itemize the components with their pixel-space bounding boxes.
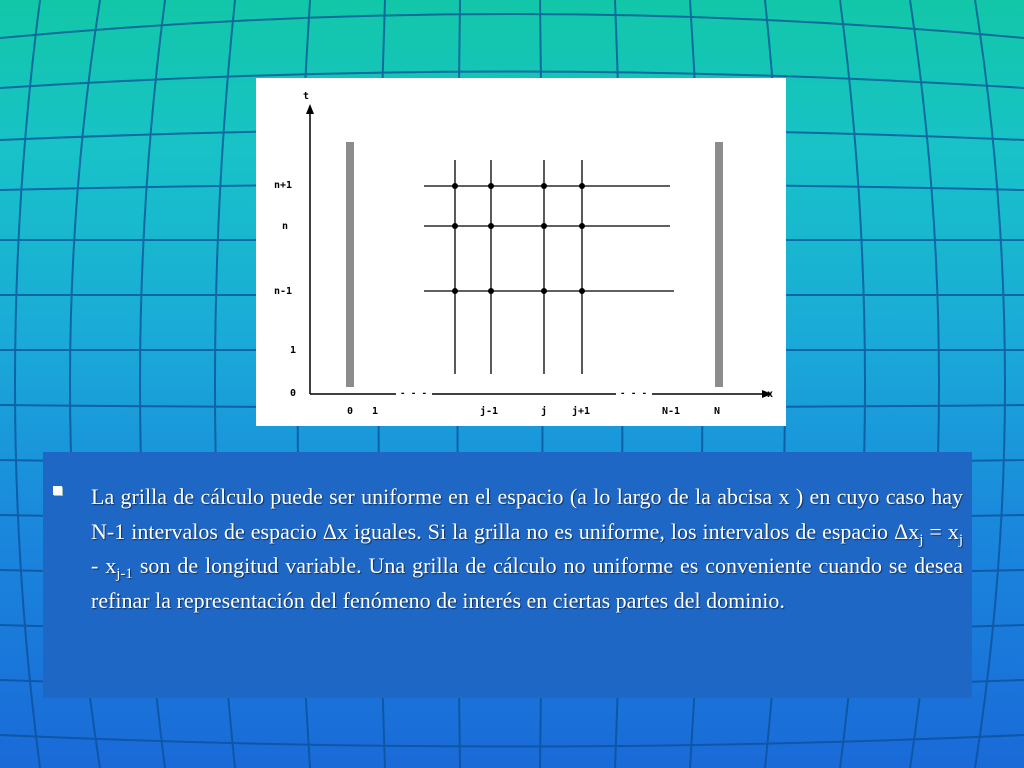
time-label-n+1: n+1 (274, 180, 293, 191)
time-label-0: 0 (290, 388, 297, 399)
grid-node (541, 223, 547, 229)
grid-node (541, 183, 547, 189)
grid-node (488, 183, 494, 189)
grid-node (541, 288, 547, 294)
grid-nodes (452, 183, 585, 294)
axis-ellipsis-right: - - - (620, 389, 648, 399)
space-label-N-1: N-1 (662, 406, 681, 417)
subscript-j: j (919, 531, 924, 548)
right-boundary-bar (715, 142, 723, 387)
paragraph-text: La grilla de cálculo puede ser uniforme en el espacio (a lo largo de la abcisa x ) en cuyo caso hay N-1 intervalos de espacio Δx iguales. Si la grilla no es uniforme, los intervalos de espacio Δx (91, 484, 963, 544)
paragraph-text: = x (923, 518, 959, 544)
space-label-j-1: j-1 (480, 406, 499, 417)
space-label-N: N (714, 406, 721, 417)
axis-ellipsis-left: - - - (400, 389, 428, 399)
subscript-j: j (958, 531, 963, 548)
time-label-n: n (282, 221, 289, 232)
paragraph-text: - x (91, 553, 117, 578)
grid-node (452, 223, 458, 229)
grid-node (579, 223, 585, 229)
space-label-j+1: j+1 (572, 406, 591, 417)
grid-node (579, 288, 585, 294)
space-label-0: 0 (347, 406, 354, 417)
x-axis-label: x (767, 389, 774, 400)
time-label-n-1: n-1 (274, 286, 293, 297)
grid-node (579, 183, 585, 189)
bullet-paragraph (91, 480, 963, 618)
t-axis-label: t (303, 91, 310, 102)
paragraph-text: son de longitud variable. Una grilla de cálculo no uniforme es conveniente cuando se desea refinar la representación del fenómeno de interés en ciertas partes del dominio. (91, 553, 963, 613)
grid-node (452, 288, 458, 294)
space-label-1: 1 (372, 406, 379, 417)
left-boundary-bar (346, 142, 354, 387)
grid-node (488, 223, 494, 229)
t-axis-arrow (306, 104, 314, 114)
bullet-marker (53, 486, 62, 495)
subscript-j-1: j-1 (116, 566, 133, 582)
time-label-1: 1 (290, 345, 297, 356)
grid-node (452, 183, 458, 189)
grid-diagram (256, 78, 786, 426)
grid-node (488, 288, 494, 294)
space-label-j: j (541, 406, 548, 417)
grid-diagram-drawing (256, 78, 786, 426)
